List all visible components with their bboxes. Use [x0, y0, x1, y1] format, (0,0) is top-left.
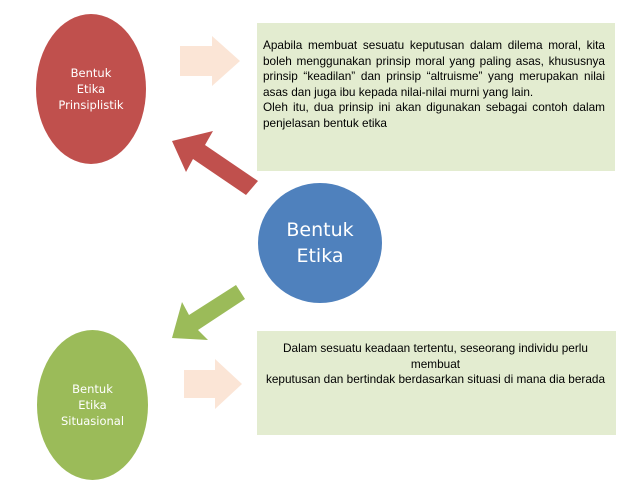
bentuk-etika-situasional-node: [37, 330, 148, 480]
node-label: Bentuk Etika Situasional: [60, 382, 125, 428]
node-label: Bentuk Etika: [286, 219, 354, 267]
to-prinsiplistik-arrow: [172, 131, 258, 195]
situasional-description: Dalam sesuatu keadaan tertentu, seseorang individu perlu membuat keputusan dan bertindak berdasarkan situasi di mana dia berada: [257, 331, 616, 435]
node-label: Bentuk Etika Prinsiplistik: [58, 66, 124, 112]
prinsiplistik-description: Apabila membuat sesuatu keputusan dalam dilema moral, kita boleh menggunakan prinsip moral yang paling asas, khususnya prinsip “keadilan” dan prinsip “altruisme” yang merupakan nilai asas dan juga ibu kepada nilai-nilai murni yang lain. Oleh itu, dua prinsip ini akan digunakan sebagai contoh dalam penjelasan bentuk etika: [257, 23, 615, 171]
bentuk-etika-center-node: [258, 183, 382, 303]
bottom-pointer-arrow: [184, 359, 242, 409]
top-pointer-arrow: [180, 36, 240, 86]
bentuk-etika-prinsiplistik-node: [36, 14, 146, 164]
to-situasional-arrow: [172, 285, 245, 340]
